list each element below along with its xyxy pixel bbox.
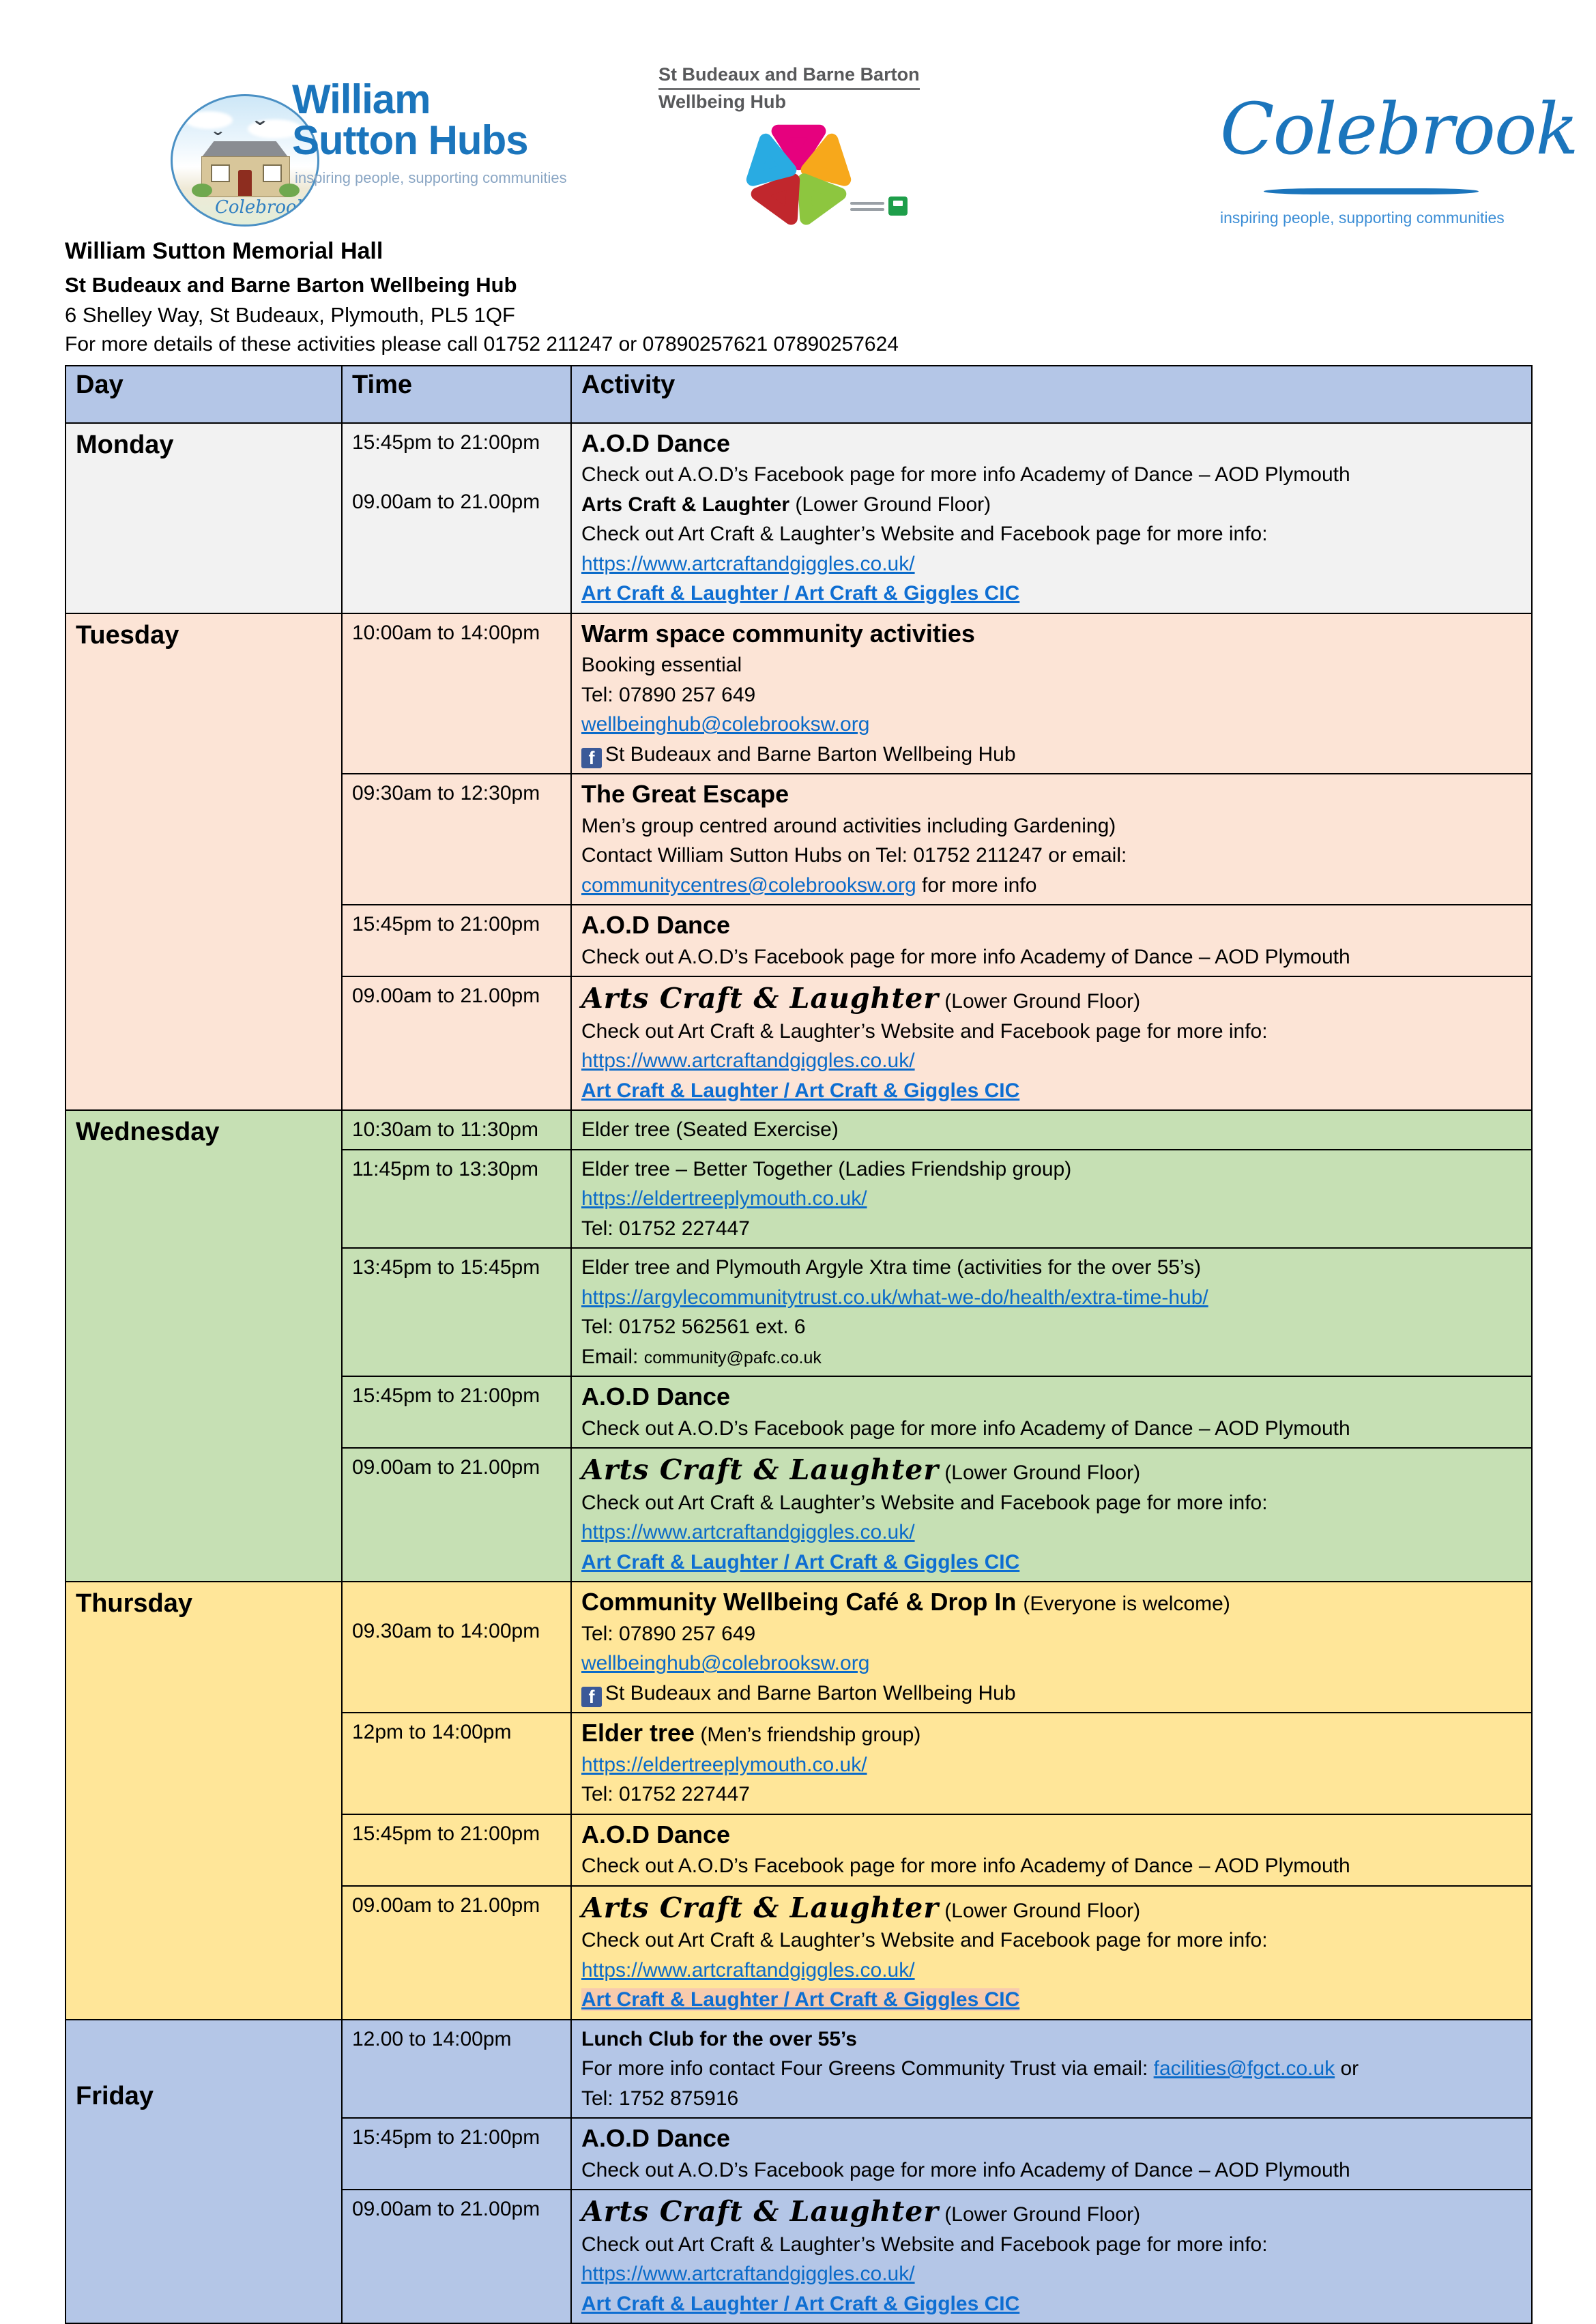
activity-line — [581, 1184, 1522, 1214]
activity-line — [581, 2194, 1522, 2230]
day-label: Thursday — [76, 1589, 193, 1618]
time-value: 13:45pm to 15:45pm — [352, 1256, 540, 1279]
text-segment: Check out A.O.D’s Facebook page for more info Academy of Dance – AOD Plymouth — [581, 945, 1350, 968]
facebook-icon — [581, 1687, 602, 1707]
time-spacer — [352, 1586, 561, 1616]
time-cell — [342, 1886, 571, 2020]
activity-line — [581, 1648, 1522, 1679]
house-window-graphic — [263, 164, 282, 182]
wordmark-line2: Sutton Hubs — [292, 117, 528, 163]
activity-line — [581, 1517, 1522, 1548]
activity-cell — [571, 1448, 1532, 1582]
activity-line — [581, 490, 1522, 520]
house-roof-graphic — [193, 141, 297, 158]
activity-cell — [571, 1582, 1532, 1713]
activity-line — [581, 1548, 1522, 1578]
day-label: Friday — [76, 2081, 154, 2110]
activity-line — [581, 680, 1522, 710]
text-segment: or — [1335, 2057, 1359, 2080]
activity-cell — [571, 2118, 1532, 2190]
hyperlink[interactable]: https://www.artcraftandgiggles.co.uk/ — [581, 1958, 915, 1981]
william-sutton-hubs-tagline: inspiring people, supporting communities — [295, 169, 567, 186]
text-segment: Arts Craft & Laughter — [581, 2195, 939, 2228]
activity-line — [581, 740, 1522, 770]
text-segment: (Everyone is welcome) — [1023, 1593, 1230, 1616]
activity-line — [581, 428, 1522, 461]
activity-line — [581, 841, 1522, 871]
activity-line — [581, 1214, 1522, 1244]
text-segment: for more info — [916, 873, 1037, 897]
activity-cell — [571, 774, 1532, 905]
activity-line — [581, 2054, 1522, 2084]
text-segment: A.O.D Dance — [581, 1382, 731, 1411]
hyperlink[interactable]: Art Craft & Laughter / Art Craft & Giggles CIC — [581, 2292, 1020, 2315]
day-cell-monday — [66, 423, 342, 613]
activity-line — [581, 1076, 1522, 1106]
hyperlink[interactable]: Art Craft & Laughter / Art Craft & Giggles CIC — [581, 582, 1020, 605]
activity-cell — [571, 2020, 1532, 2119]
text-segment: (Lower Ground Floor) — [789, 493, 991, 516]
table-row — [66, 2020, 1532, 2119]
table-row — [66, 1582, 1532, 1713]
hyperlink[interactable]: Art Craft & Laughter / Art Craft & Giggles CIC — [581, 1550, 1020, 1573]
activity-cell — [571, 613, 1532, 774]
time-value: 09.00am to 21.00pm — [352, 1893, 540, 1917]
activity-line — [581, 2084, 1522, 2114]
time-value: 09.00am to 21.00pm — [352, 2198, 540, 2221]
activity-line — [581, 910, 1522, 942]
accreditation-badge-icon — [888, 197, 908, 216]
text-segment: Check out Art Craft & Laughter’s Website and Facebook page for more info: — [581, 523, 1268, 546]
wellbeing-hub-line1: St Budeaux and Barne Barton — [658, 63, 920, 90]
text-segment: Men’s group centred around activities including Gardening) — [581, 814, 1116, 837]
text-segment: Community Wellbeing Café & Drop In — [581, 1588, 1024, 1616]
time-cell — [342, 1713, 571, 1814]
activity-line — [581, 2230, 1522, 2260]
activity-line — [581, 1342, 1522, 1372]
text-segment: Check out A.O.D’s Facebook page for more info Academy of Dance – AOD Plymouth — [581, 463, 1350, 486]
text-segment: (Men’s friendship group) — [695, 1724, 921, 1747]
text-segment: Warm space community activities — [581, 619, 975, 648]
time-value: 10:30am to 11:30pm — [352, 1118, 538, 1142]
text-segment: Elder tree – Better Together (Ladies Friendship group) — [581, 1157, 1072, 1180]
activity-line — [581, 1283, 1522, 1313]
time-spacer — [352, 457, 561, 487]
activity-cell — [571, 1886, 1532, 2020]
day-label: Tuesday — [76, 620, 179, 650]
activity-line — [581, 460, 1522, 490]
text-segment: Tel: 01752 562561 ext. 6 — [581, 1316, 806, 1339]
colebrook-underline-swoosh — [1264, 188, 1479, 194]
column-header-time: Time — [342, 366, 571, 423]
activity-line — [581, 942, 1522, 972]
wellbeing-hub-wordmark — [658, 63, 920, 114]
text-segment: Booking essential — [581, 654, 742, 677]
time-cell — [342, 423, 571, 613]
text-segment: A.O.D Dance — [581, 1820, 731, 1848]
time-cell — [342, 1376, 571, 1448]
text-segment: Check out A.O.D’s Facebook page for more info Academy of Dance – AOD Plymouth — [581, 2158, 1350, 2181]
activity-line — [581, 1381, 1522, 1414]
activity-cell — [571, 1376, 1532, 1448]
activity-line — [581, 579, 1522, 609]
activity-line — [581, 1679, 1522, 1709]
bush-graphic — [192, 184, 212, 197]
text-segment: (Lower Ground Floor) — [938, 1462, 1141, 1485]
intro-block — [65, 235, 1531, 360]
activity-line — [581, 1717, 1522, 1750]
venue-title: William Sutton Memorial Hall — [65, 238, 383, 264]
house-door-graphic — [238, 170, 252, 196]
text-segment: Tel: 07890 257 649 — [581, 683, 756, 706]
bird-icon: ⌄ — [209, 124, 227, 139]
colebrook-wordmark: Colebrook — [1220, 87, 1578, 171]
text-segment: Email: — [581, 1345, 644, 1368]
activity-line — [581, 1851, 1522, 1881]
text-segment: community@pafc.co.uk — [643, 1348, 822, 1367]
activity-line — [581, 2024, 1522, 2054]
hyperlink[interactable]: communitycentres@colebrooksw.org — [581, 873, 916, 897]
time-cell — [342, 1448, 571, 1582]
text-segment: Arts Craft & Laughter — [581, 1891, 939, 1924]
text-segment: Check out Art Craft & Laughter’s Website and Facebook page for more info: — [581, 2233, 1268, 2256]
activity-line — [581, 2155, 1522, 2185]
text-segment: (Lower Ground Floor) — [938, 1899, 1141, 1922]
accreditation-text-lines — [850, 202, 884, 214]
text-segment: For more info contact Four Greens Community Trust via email: — [581, 2057, 1154, 2080]
time-cell — [342, 976, 571, 1110]
activity-cell — [571, 2190, 1532, 2323]
activity-cell — [571, 1814, 1532, 1886]
time-cell — [342, 774, 571, 905]
activity-line — [581, 1017, 1522, 1047]
time-value: 15:45pm to 21:00pm — [352, 2126, 540, 2149]
activity-cell — [571, 976, 1532, 1110]
activity-line — [581, 1414, 1522, 1444]
text-segment: St Budeaux and Barne Barton Wellbeing Hub — [605, 1681, 1016, 1704]
activity-cell — [571, 1713, 1532, 1814]
time-cell — [342, 2118, 571, 2190]
time-cell — [342, 905, 571, 976]
facebook-icon — [581, 748, 602, 768]
activity-line — [581, 1985, 1522, 2015]
colebrook-tagline: inspiring people, supporting communities — [1220, 209, 1505, 227]
activity-line — [581, 1956, 1522, 1986]
time-cell — [342, 2020, 571, 2119]
activity-line — [581, 1046, 1522, 1076]
text-segment: Check out A.O.D’s Facebook page for more info Academy of Dance – AOD Plymouth — [581, 1855, 1350, 1878]
time-value: 09:30am to 12:30pm — [352, 782, 540, 805]
hyperlink[interactable]: https://eldertreeplymouth.co.uk/ — [581, 1187, 867, 1210]
time-cell — [342, 1248, 571, 1376]
text-segment: Check out Art Craft & Laughter’s Website and Facebook page for more info: — [581, 1019, 1268, 1043]
activity-line — [581, 618, 1522, 651]
activity-line — [581, 549, 1522, 579]
day-label: Monday — [76, 430, 174, 459]
activity-cell — [571, 1248, 1532, 1376]
text-segment: Check out Art Craft & Laughter’s Website and Facebook page for more info: — [581, 1929, 1268, 1952]
wordmark-line1: William — [292, 76, 431, 122]
time-cell — [342, 1814, 571, 1886]
activity-line — [581, 1488, 1522, 1518]
bird-icon: ⌄ — [250, 111, 270, 129]
time-cell — [342, 1150, 571, 1249]
day-cell-tuesday — [66, 613, 342, 1111]
pinwheel-icon — [722, 108, 875, 237]
text-segment: Lunch Club for the over 55’s — [581, 2027, 857, 2050]
text-segment: Tel: 1752 875916 — [581, 2087, 739, 2110]
page-header — [0, 0, 1596, 231]
activity-line — [581, 1819, 1522, 1852]
time-value: 15:45pm to 21:00pm — [352, 1384, 540, 1408]
table-row — [66, 423, 1532, 613]
activity-line — [581, 779, 1522, 811]
activity-line — [581, 2289, 1522, 2319]
day-cell-thursday — [66, 1582, 342, 2020]
text-segment: (Lower Ground Floor) — [938, 2203, 1141, 2226]
text-segment: Elder tree and Plymouth Argyle Xtra time (activities for the over 55’s) — [581, 1256, 1202, 1279]
time-value: 09.30am to 14:00pm — [352, 1620, 540, 1643]
hyperlink[interactable]: https://www.artcraftandgiggles.co.uk/ — [581, 1049, 915, 1073]
text-segment: Arts Craft & Laughter — [581, 493, 790, 516]
activity-line — [581, 1780, 1522, 1810]
text-segment: A.O.D Dance — [581, 911, 731, 940]
time-value: 12.00 to 14:00pm — [352, 2027, 512, 2050]
text-segment: Elder tree — [581, 1719, 695, 1747]
time-cell — [342, 2190, 571, 2323]
text-segment: Tel: 01752 227447 — [581, 1783, 750, 1806]
activity-cell — [571, 1150, 1532, 1249]
schedule-table — [65, 365, 1533, 2324]
time-value: 09.00am to 21.00pm — [352, 491, 540, 514]
hyperlink[interactable]: wellbeinghub@colebrooksw.org — [581, 1652, 870, 1675]
text-segment: Arts Craft & Laughter — [581, 982, 939, 1015]
time-value: 09.00am to 21.00pm — [352, 985, 540, 1008]
colebrook-oval-label: Colebrook — [215, 197, 308, 218]
activity-line — [581, 1453, 1522, 1488]
activity-line — [581, 1115, 1522, 1145]
text-segment: Check out Art Craft & Laughter’s Website and Facebook page for more info: — [581, 1491, 1268, 1514]
activity-line — [581, 519, 1522, 549]
activity-line — [581, 811, 1522, 841]
day-cell-friday — [66, 2020, 342, 2324]
column-header-activity: Activity — [571, 366, 1532, 423]
day-cell-wednesday — [66, 1110, 342, 1582]
activity-line — [581, 1891, 1522, 1926]
text-segment: St Budeaux and Barne Barton Wellbeing Hub — [605, 742, 1016, 766]
table-header-row — [66, 366, 1532, 423]
wellbeing-hub-line2: Wellbeing Hub — [658, 91, 786, 113]
time-value: 15:45pm to 21:00pm — [352, 431, 540, 454]
hyperlink[interactable]: https://www.artcraftandgiggles.co.uk/ — [581, 552, 915, 575]
hyperlink[interactable]: https://argylecommunitytrust.co.uk/what-we-do/health/extra-time-hub/ — [581, 1286, 1208, 1309]
hyperlink[interactable]: wellbeinghub@colebrooksw.org — [581, 713, 870, 736]
text-segment: Tel: 07890 257 649 — [581, 1622, 756, 1645]
table-row — [66, 613, 1532, 774]
text-segment: The Great Escape — [581, 780, 789, 809]
activity-line — [581, 1586, 1522, 1619]
time-value: 11:45pm to 13:30pm — [352, 1157, 538, 1180]
time-value: 12pm to 14:00pm — [352, 1721, 512, 1744]
hyperlink[interactable]: https://www.artcraftandgiggles.co.uk/ — [581, 1521, 915, 1544]
hyperlink[interactable]: Art Craft & Laughter / Art Craft & Giggles CIC — [581, 1079, 1020, 1102]
activity-line — [581, 2123, 1522, 2155]
text-segment: Elder tree (Seated Exercise) — [581, 1118, 839, 1142]
hyperlink[interactable]: https://www.artcraftandgiggles.co.uk/ — [581, 2263, 915, 2286]
time-cell — [342, 613, 571, 774]
hyperlink[interactable]: facilities@fgct.co.uk — [1153, 2057, 1335, 2080]
text-segment: Contact William Sutton Hubs on Tel: 01752 211247 or email: — [581, 844, 1127, 867]
activity-line — [581, 1750, 1522, 1780]
hyperlink[interactable]: Art Craft & Laughter / Art Craft & Giggles CIC — [581, 1988, 1020, 2011]
activity-line — [581, 1619, 1522, 1649]
text-segment: Check out A.O.D’s Facebook page for more info Academy of Dance – AOD Plymouth — [581, 1417, 1350, 1440]
activity-line — [581, 650, 1522, 680]
time-value: 10:00am to 14:00pm — [352, 621, 540, 644]
time-value: 15:45pm to 21:00pm — [352, 1822, 540, 1845]
time-cell — [342, 1110, 571, 1150]
text-segment: A.O.D Dance — [581, 429, 731, 457]
hub-subtitle: St Budeaux and Barne Barton Wellbeing Hub — [65, 273, 517, 297]
address-line: 6 Shelley Way, St Budeaux, Plymouth, PL5 1QF — [65, 303, 515, 328]
activity-line — [581, 981, 1522, 1017]
activity-line — [581, 1926, 1522, 1956]
house-window-graphic — [211, 164, 230, 182]
text-segment: Tel: 01752 227447 — [581, 1217, 750, 1240]
column-header-day: Day — [66, 366, 342, 423]
activity-line — [581, 1312, 1522, 1342]
time-cell — [342, 1582, 571, 1713]
activity-line — [581, 1253, 1522, 1283]
william-sutton-hubs-wordmark — [292, 76, 528, 163]
text-segment: (Lower Ground Floor) — [938, 990, 1141, 1013]
activity-line — [581, 2259, 1522, 2289]
activity-line — [581, 710, 1522, 740]
day-label: Wednesday — [76, 1118, 220, 1147]
activity-line — [581, 871, 1522, 901]
table-row — [66, 1110, 1532, 1150]
contact-line: For more details of these activities please call 01752 211247 or 07890257621 07890257624 — [65, 333, 899, 356]
activity-cell — [571, 905, 1532, 976]
time-value: 09.00am to 21.00pm — [352, 1456, 540, 1479]
text-segment: A.O.D Dance — [581, 2124, 731, 2153]
activity-cell — [571, 423, 1532, 613]
activity-cell — [571, 1110, 1532, 1150]
text-segment: Arts Craft & Laughter — [581, 1453, 939, 1487]
activity-line — [581, 1154, 1522, 1185]
hyperlink[interactable]: https://eldertreeplymouth.co.uk/ — [581, 1753, 867, 1776]
time-value: 15:45pm to 21:00pm — [352, 913, 540, 936]
